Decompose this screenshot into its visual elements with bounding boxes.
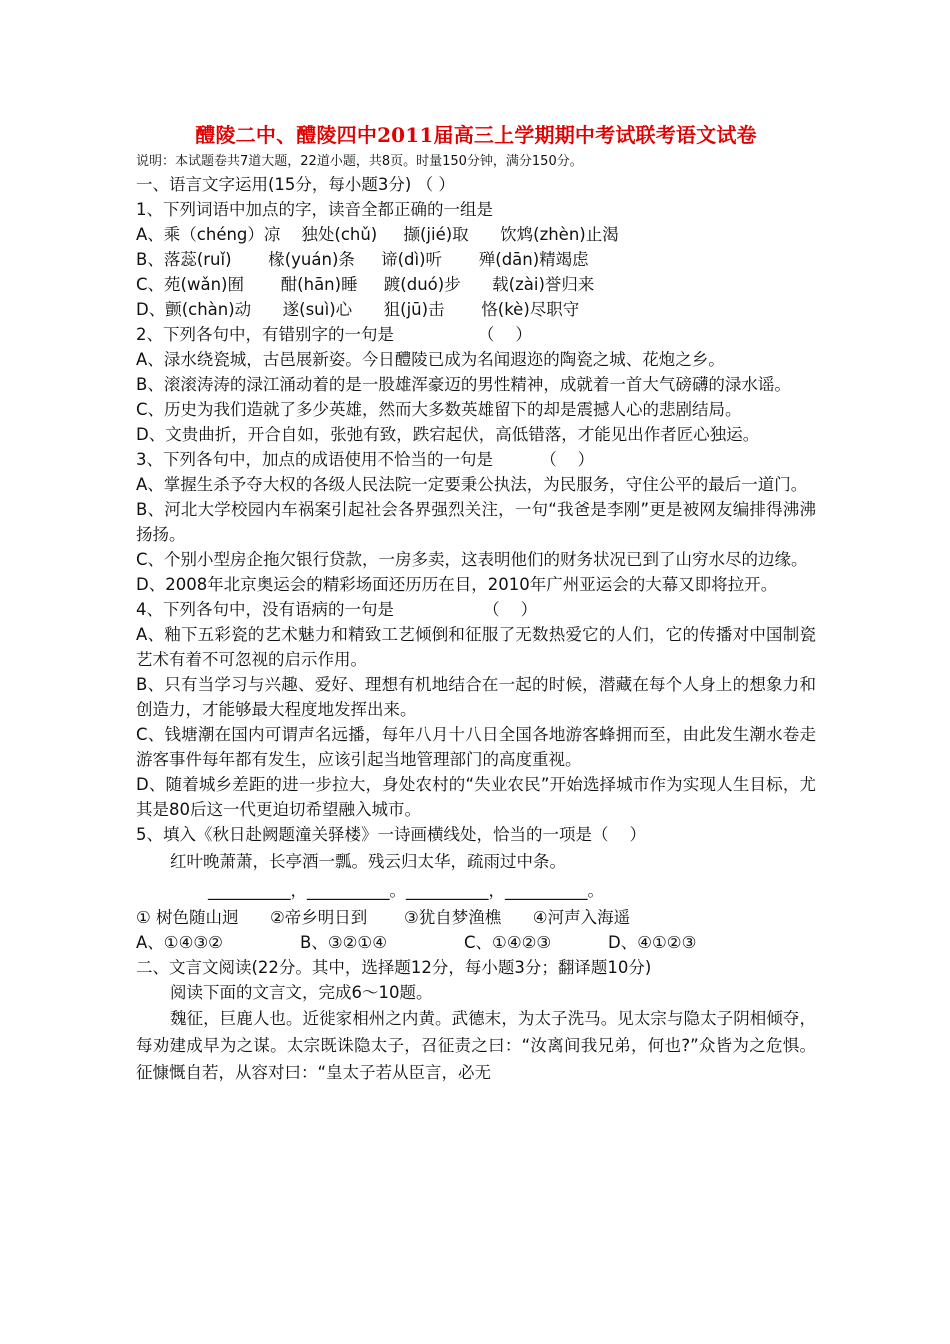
q2-option-a: A、渌水绕瓷城，古邑展新姿。今日醴陵已成为名闻遐迩的陶瓷之城、花炮之乡。	[136, 350, 725, 369]
section1-heading: 一、语言文字运用(15分，每小题3分) （ ）	[136, 175, 455, 194]
q1-option-d: D、颤(chàn)动 遂(suì)心 狙(jū)击 恪(kè)尽职守	[136, 300, 580, 319]
q5-blanks: __________，__________。__________，__________。	[208, 881, 604, 900]
q3-option-a: A、掌握生杀予夺大权的各级人民法院一定要秉公执法，为民服务，守住公平的最后一道门。	[136, 475, 808, 494]
q4-option-a: A、釉下五彩瓷的艺术魅力和精致工艺倾倒和征服了无数热爱它的人们，它的传播对中国制瓷艺术有着不可忽视的启示作用。	[136, 625, 816, 669]
q3-option-b: B、河北大学校园内车祸案引起社会各界强烈关注，一句“我爸是李刚”更是被网友编排得沸沸扬扬。	[136, 500, 816, 544]
q4-option-b: B、只有当学习与兴趣、爱好、理想有机地结合在一起的时候，潜藏在每个人身上的想象力和创造力，才能够最大程度地发挥出来。	[136, 675, 816, 719]
q5-option-a: A、①④③②	[136, 933, 223, 952]
q5-items: ① 树色随山迥 ②帝乡明日到 ③犹自梦渔樵 ④河声入海遥	[136, 908, 631, 927]
q5-stem: 5、填入《秋日赴阙题潼关驿楼》一诗画横线处，恰当的一项是（ ）	[136, 825, 646, 844]
q5-option-d: D、④①②③	[608, 933, 697, 952]
document-body	[136, 118, 816, 1086]
q5-option-b: B、③②①④	[300, 933, 387, 952]
q1-option-a: A、乘（chéng）凉 独处(chǔ) 撷(jié)取 饮鸩(zhèn)止渴	[136, 225, 619, 244]
exam-note: 说明：本试题卷共7道大题，22道小题，共8页。时量150分钟，满分150分。	[136, 154, 583, 169]
q4-option-d: D、随着城乡差距的进一步拉大，身处农村的“失业农民”开始选择城市作为实现人生目标，尤其是80后这一代更迫切希望融入城市。	[136, 775, 816, 819]
q5-option-c: C、①④②③	[464, 933, 552, 952]
q1-stem: 1、下列词语中加点的字，读音全都正确的一组是	[136, 200, 493, 219]
q2-option-b: B、滚滚涛涛的渌江涌动着的是一股雄浑豪迈的男性精神，成就着一首大气磅礴的渌水谣。	[136, 375, 791, 394]
q1-option-c: C、苑(wǎn)囿 酣(hān)睡 踱(duó)步 载(zài)誉归来	[136, 275, 595, 294]
q5-poem: 红叶晚萧萧，长亭酒一瓢。残云归太华，疏雨过中条。	[170, 852, 566, 871]
exam-title: 醴陵二中、醴陵四中2011届高三上学期期中考试联考语文试卷	[195, 123, 757, 147]
q4-stem: 4、下列各句中，没有语病的一句是 （ ）	[136, 600, 538, 619]
q2-stem: 2、下列各句中，有错别字的一句是 （ ）	[136, 325, 532, 344]
q3-stem: 3、下列各句中，加点的成语使用不恰当的一句是 （ ）	[136, 450, 595, 469]
section2-heading: 二、文言文阅读(22分。其中，选择题12分，每小题3分；翻译题10分)	[136, 958, 652, 977]
q4-option-c: C、钱塘潮在国内可谓声名远播，每年八月十八日全国各地游客蜂拥而至，由此发生潮水卷走游客事件每年都有发生，应该引起当地管理部门的高度重视。	[136, 725, 816, 769]
q3-option-c: C、个别小型房企拖欠银行贷款，一房多卖，这表明他们的财务状况已到了山穷水尽的边缘。	[136, 550, 808, 569]
classical-passage: 魏征，巨鹿人也。近徙家相州之内黄。武德末，为太子洗马。见太宗与隐太子阴相倾夺，每劝建成早为之谋。太宗既诛隐太子，召征责之曰：“汝离间我兄弟，何也?”众皆为之危惧。征慷慨自若，从容对曰：“皇太子若从臣言，必无	[136, 1009, 816, 1082]
q2-option-c: C、历史为我们造就了多少英雄，然而大多数英雄留下的却是震撼人心的悲剧结局。	[136, 400, 742, 419]
section2-instruction: 阅读下面的文言文，完成6～10题。	[170, 983, 433, 1002]
q2-option-d: D、文贵曲折，开合自如，张弛有致，跌宕起伏，高低错落，才能见出作者匠心独运。	[136, 425, 760, 444]
q5-options	[136, 930, 816, 955]
q1-option-b: B、落蕊(ruǐ) 椽(yuán)条 谛(dì)听 殚(dān)精竭虑	[136, 250, 589, 269]
q3-option-d: D、2008年北京奥运会的精彩场面还历历在目，2010年广州亚运会的大幕又即将拉开。	[136, 575, 778, 594]
